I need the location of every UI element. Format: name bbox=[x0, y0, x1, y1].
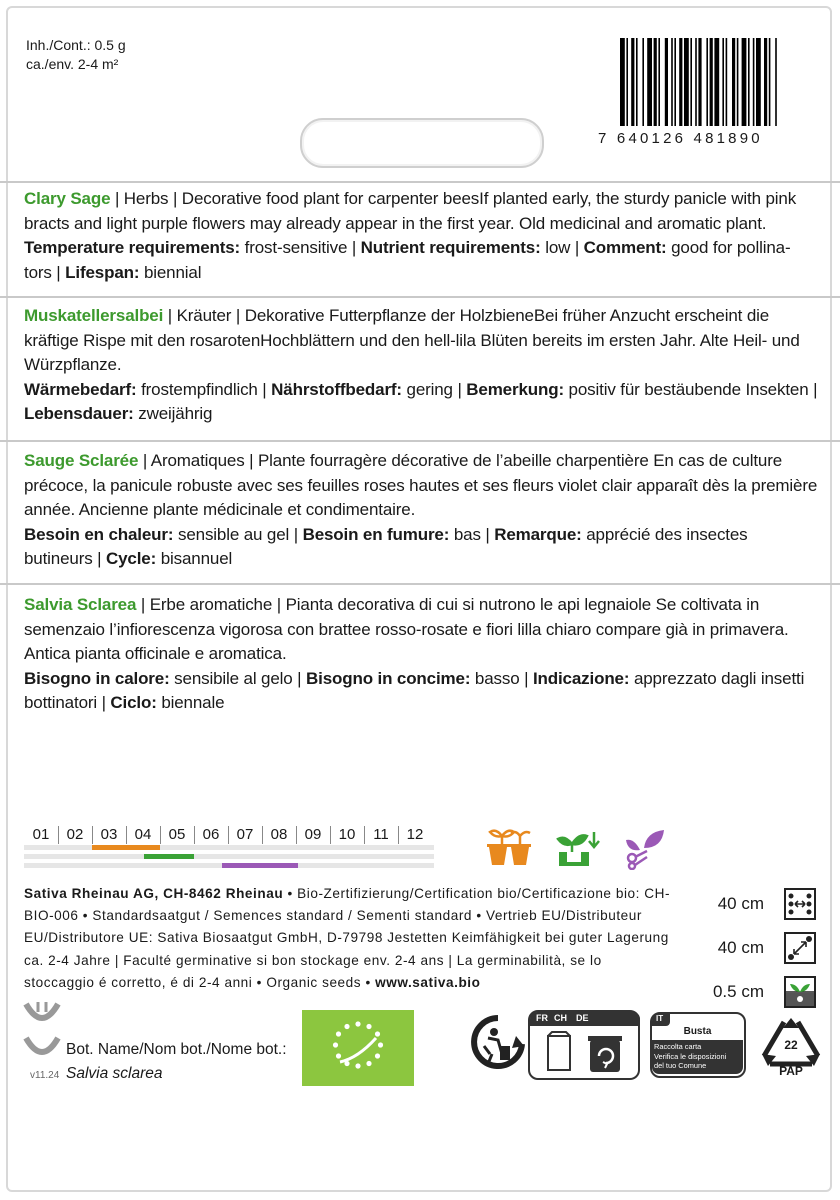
contents-area: ca./env. 2-4 m² bbox=[26, 56, 119, 72]
pap-label: PAP bbox=[779, 1064, 803, 1078]
barcode-bar bbox=[665, 38, 668, 126]
harvest-bar bbox=[222, 863, 298, 868]
botanical-label: Bot. Name/Nom bot./Nome bot.: bbox=[66, 1041, 287, 1058]
barcode-bar bbox=[620, 38, 625, 126]
legal-body: • Bio-Zertifizierung/Certification bio/Certificazione bio: CH-BIO-006 • Standardsaatgut / Semences standard / Sementi standard • Vertrieb EU/Distributeur EU/Distributore UE: Sativa Biosaatgut GmbH, D-79798 Jestetten Keimfähigkeit bei guter Lagerung ca. 2-4 Jahre | Faculté germinative si bon stockage env. 2-4 ans | La germinabilità, se lo stoccaggio é corretto, é di 2-4 anni • Organic seeds • bbox=[24, 886, 671, 990]
barcode-bar bbox=[726, 38, 728, 126]
spec-sowing-depth bbox=[690, 976, 830, 1010]
month-label: 09 bbox=[304, 826, 322, 843]
website-link[interactable]: www.sativa.bio bbox=[375, 974, 481, 990]
key: Remarque: bbox=[494, 524, 582, 544]
it-info bbox=[654, 1042, 741, 1071]
value: frostempfindlich | bbox=[136, 379, 272, 399]
barcode-bar bbox=[671, 38, 673, 126]
spec-plant-spacing bbox=[690, 932, 830, 966]
section-french bbox=[24, 449, 818, 572]
month-label: 11 bbox=[373, 826, 389, 843]
key: Wärmebedarf: bbox=[24, 379, 137, 399]
key: Comment: bbox=[583, 238, 667, 258]
barcode-bar bbox=[654, 38, 657, 126]
month-label: 12 bbox=[406, 826, 424, 843]
country-fr: FR bbox=[536, 1013, 548, 1023]
section-english bbox=[24, 187, 818, 285]
barcode-bar bbox=[722, 38, 724, 126]
version-label: v11.24 bbox=[30, 1070, 60, 1081]
contents-weight: Inh./Cont.: 0.5 g bbox=[26, 37, 126, 53]
sowing-calendar bbox=[24, 824, 436, 874]
barcode-bar bbox=[753, 38, 755, 126]
key: Lebensdauer: bbox=[24, 404, 134, 424]
transplant-icon bbox=[556, 826, 602, 870]
key: Besoin en fumure: bbox=[302, 524, 450, 544]
section-italian bbox=[24, 593, 818, 716]
barcode-bar bbox=[698, 38, 701, 126]
month-label: 07 bbox=[236, 826, 254, 843]
key: Lifespan: bbox=[65, 262, 140, 282]
value: bisannuel bbox=[156, 549, 233, 569]
month-label: 10 bbox=[338, 826, 356, 843]
section-description: | Erbe aromatiche | Pianta decorativa di cui si nutrono le api legnaiole Se coltivata in semenzaio l’infiorescenza vigorosa con brattee rosso-rosate e fiori lilla chiaro compare già in primavera. Antica pianta officinale e aromatica. bbox=[24, 595, 789, 664]
barcode-bar bbox=[714, 38, 719, 126]
company-name: Sativa Rheinau AG, CH-8462 Rheinau bbox=[24, 886, 284, 901]
value: sensible au gel | bbox=[173, 524, 303, 544]
value: zweijährig bbox=[133, 404, 213, 424]
harvest-scissors-icon bbox=[624, 826, 668, 870]
barcode-bar bbox=[756, 38, 761, 126]
value: biennale bbox=[156, 693, 225, 713]
hang-hole bbox=[300, 118, 544, 168]
barcode-bar bbox=[658, 38, 660, 126]
sowing-bar bbox=[92, 845, 160, 850]
eu-organic-logo bbox=[302, 1010, 414, 1086]
month-label: 02 bbox=[66, 826, 84, 843]
barcode-bar bbox=[764, 38, 767, 126]
it-title: Busta bbox=[683, 1026, 712, 1037]
sowing-depth-icon bbox=[784, 976, 816, 1008]
calendar-track bbox=[24, 845, 434, 850]
divider bbox=[0, 296, 840, 298]
country-de: DE bbox=[576, 1013, 589, 1023]
value: positiv für bestäubende Insekten | bbox=[563, 379, 818, 399]
value: biennial bbox=[139, 262, 202, 282]
it-line: del tuo Comune bbox=[654, 1061, 707, 1071]
plant-spacing-icon bbox=[784, 932, 816, 964]
value: apprécié des insectes butineurs | bbox=[24, 524, 748, 569]
key: Nutrient requirements: bbox=[360, 238, 541, 258]
month-label: 06 bbox=[202, 826, 220, 843]
calendar-track bbox=[24, 854, 434, 859]
section-description: | Kräuter | Dekorative Futterpflanze der HolzbieneBei früher Anzucht erscheint die kräftige Rispe mit den rosarotenHochblättern und den hell-lila Blüten bereits im ersten Jahr. Alte Heil- und Würzpflanze. bbox=[24, 306, 800, 375]
value: sensibile al gelo | bbox=[169, 668, 306, 688]
barcode-bar bbox=[647, 38, 652, 126]
package-contents bbox=[26, 36, 126, 74]
key: Nährstoffbedarf: bbox=[271, 379, 402, 399]
barcode-bar bbox=[769, 38, 771, 126]
value: frost-sensitive | bbox=[240, 238, 361, 258]
barcode bbox=[598, 38, 818, 157]
barcode-bar bbox=[695, 38, 697, 126]
section-title: Clary Sage bbox=[24, 189, 111, 208]
legal-text bbox=[24, 883, 674, 994]
planting-bar bbox=[144, 854, 194, 859]
barcode-bar bbox=[631, 38, 634, 126]
month-label: 08 bbox=[270, 826, 288, 843]
it-line: Verifica le disposizioni bbox=[654, 1051, 727, 1061]
paper-bag-icon bbox=[544, 1030, 574, 1074]
italy-recycling-label bbox=[650, 1012, 746, 1078]
section-description: | Aromatiques | Plante fourragère décorative de l’abeille charpentière En cas de culture précoce, la panicule robuste avec ses feuilles roses hautes et ses fleurs violet clair apparaît dès la première année. Ancienne plante médicinale et condimentaire. bbox=[24, 451, 818, 520]
divider bbox=[0, 583, 840, 585]
barcode-bar bbox=[706, 38, 708, 126]
value: gering | bbox=[401, 379, 467, 399]
key: Ciclo: bbox=[110, 693, 157, 713]
key: Temperature requirements: bbox=[24, 238, 241, 258]
barcode-bar bbox=[742, 38, 747, 126]
barcode-bar bbox=[636, 38, 638, 126]
pap-number: 22 bbox=[784, 1038, 798, 1052]
value: good for pollina-tors | bbox=[24, 238, 791, 282]
triman-recycling-icon bbox=[470, 1014, 526, 1074]
barcode-bar bbox=[732, 38, 735, 126]
barcode-bar bbox=[674, 38, 676, 126]
section-german bbox=[24, 304, 818, 427]
botanical-name bbox=[66, 1038, 287, 1086]
spec-value: 40 cm bbox=[717, 938, 764, 957]
value: basso | bbox=[470, 668, 533, 688]
section-title: Salvia Sclarea bbox=[24, 595, 137, 614]
divider bbox=[0, 440, 840, 442]
key: Indicazione: bbox=[532, 668, 630, 688]
spec-value: 0.5 cm bbox=[712, 982, 764, 1001]
value: low | bbox=[540, 238, 584, 258]
section-description: | Herbs | Decorative food plant for carpenter beesIf planted early, the sturdy panicle with pink bracts and light purple flowers may already appear in the first year. Old medicinal and aromatic plant. bbox=[24, 189, 797, 233]
key: Besoin en chaleur: bbox=[24, 524, 174, 544]
it-tag: IT bbox=[656, 1014, 664, 1023]
barcode-bar bbox=[690, 38, 692, 126]
it-line: Raccolta carta bbox=[654, 1042, 702, 1051]
key: Cycle: bbox=[106, 549, 157, 569]
barcode-number: 7 640126 481890 bbox=[598, 130, 763, 147]
value: apprezzato dagli insetti bottinatori | bbox=[24, 668, 805, 713]
botanical-value: Salvia sclarea bbox=[66, 1065, 163, 1082]
section-title: Sauge Sclarée bbox=[24, 451, 139, 470]
value: bas | bbox=[449, 524, 495, 544]
country-ch: CH bbox=[554, 1013, 567, 1023]
row-spacing-icon bbox=[784, 888, 816, 920]
barcode-bar bbox=[737, 38, 739, 126]
month-label: 01 bbox=[32, 826, 50, 843]
spec-value: 40 cm bbox=[717, 894, 764, 913]
month-label: 03 bbox=[100, 826, 118, 843]
barcode-bar bbox=[710, 38, 713, 126]
eu-organic-leaf-icon bbox=[302, 1010, 414, 1086]
key: Bisogno in calore: bbox=[24, 668, 170, 688]
spec-row-spacing bbox=[690, 888, 830, 922]
key: Bemerkung: bbox=[466, 379, 564, 399]
barcode-bar bbox=[642, 38, 644, 126]
info-tri-box bbox=[528, 1010, 640, 1080]
barcode-bar bbox=[684, 38, 689, 126]
divider bbox=[0, 181, 840, 183]
sowing-trays-icon bbox=[484, 826, 534, 870]
sativa-logo-icon bbox=[22, 998, 62, 1066]
month-label: 05 bbox=[168, 826, 186, 843]
barcode-bar bbox=[679, 38, 682, 126]
barcode-bar bbox=[775, 38, 777, 126]
paper-bin-icon bbox=[588, 1032, 628, 1076]
barcode-bar bbox=[748, 38, 750, 126]
barcode-bar bbox=[626, 38, 628, 126]
key: Bisogno in concime: bbox=[306, 668, 471, 688]
section-title: Muskatellersalbei bbox=[24, 306, 164, 325]
month-label: 04 bbox=[134, 826, 152, 843]
